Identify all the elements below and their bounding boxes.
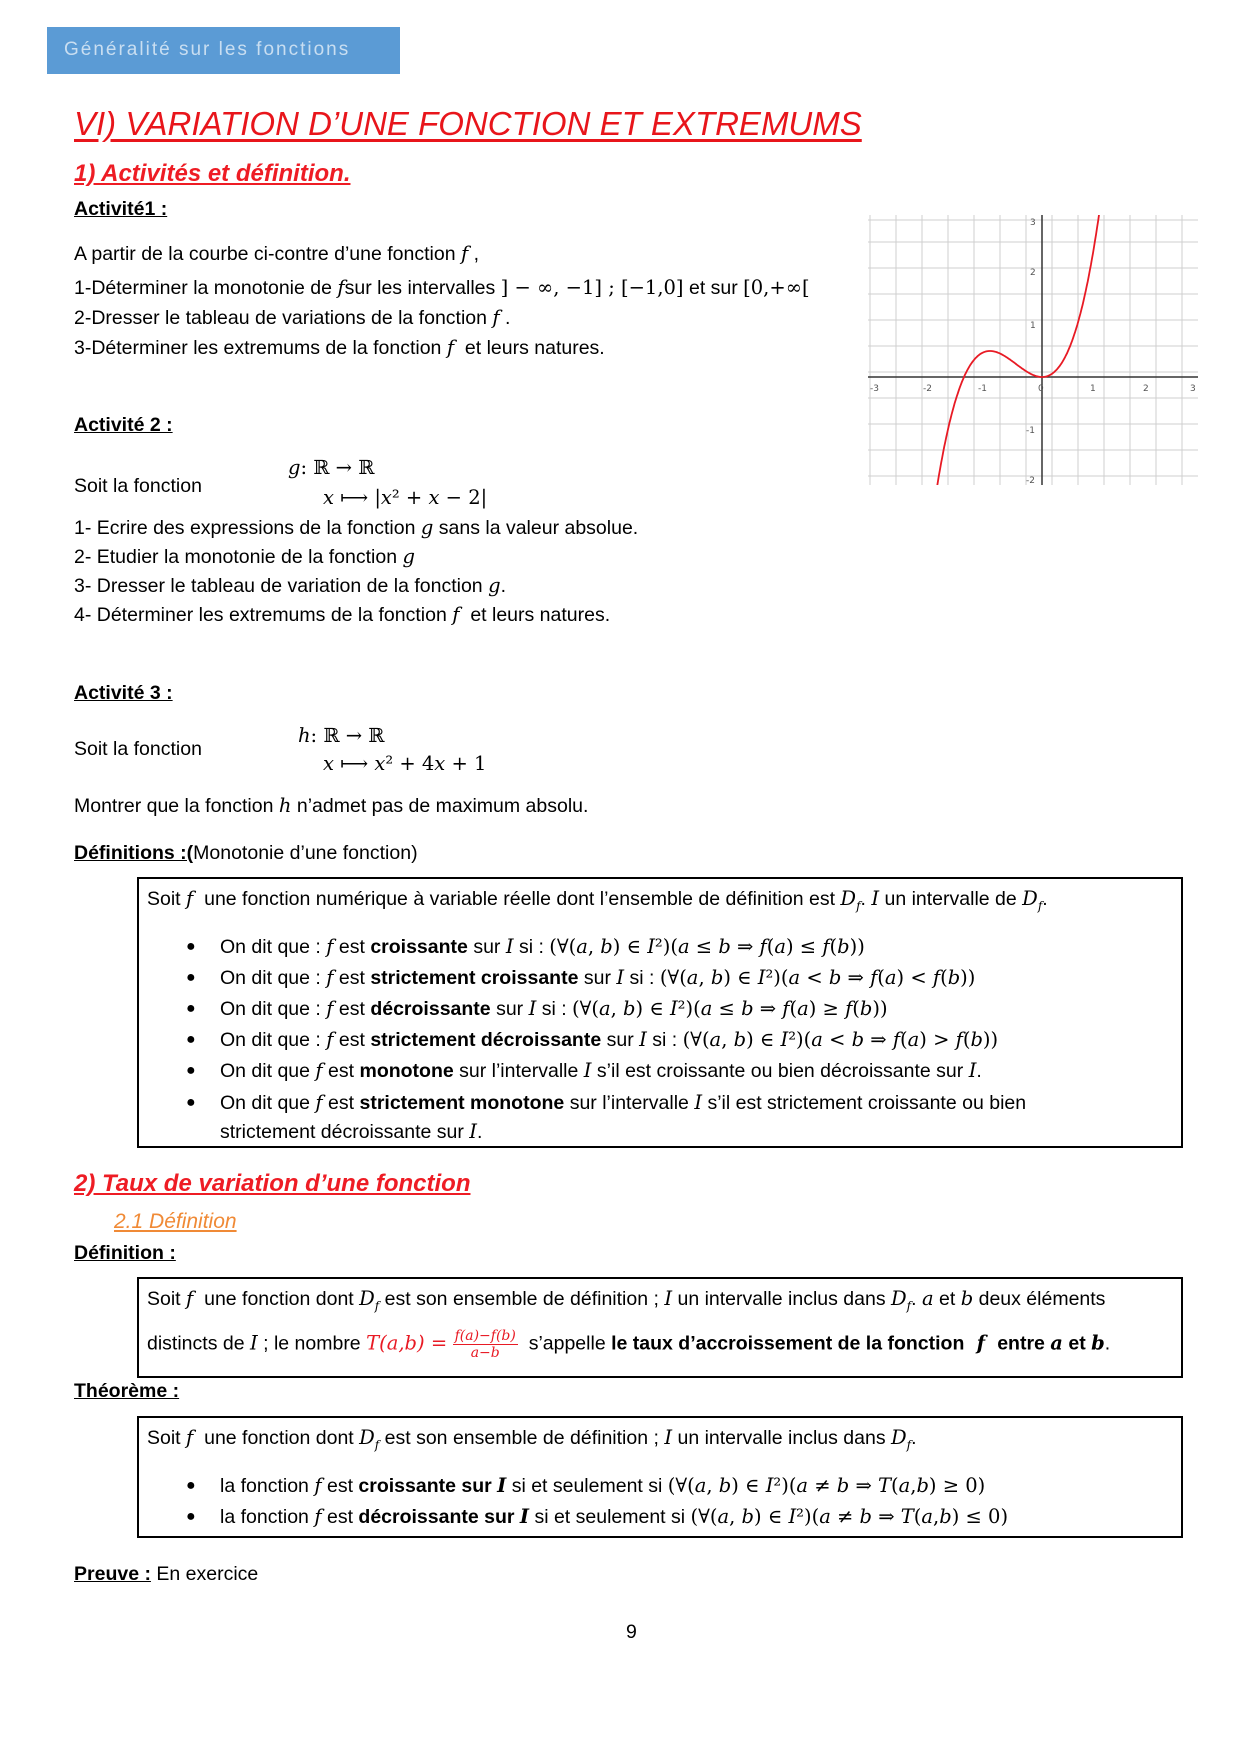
activite1-q3: 3-Déterminer les extremums de la fonction f et leurs natures. xyxy=(74,336,605,359)
page-number: 9 xyxy=(626,1621,637,1643)
x-tick: 0 xyxy=(1038,384,1044,394)
y-tick: -1 xyxy=(1026,426,1035,436)
preuve: Preuve : En exercice xyxy=(74,1563,259,1585)
x-tick: -3 xyxy=(870,384,879,394)
section2-subheading: 2.1 Définition xyxy=(114,1210,237,1233)
activite3-soit: Soit la fonction xyxy=(74,738,202,760)
taux-fraction: $\frac{\text{𝑓(𝑎)−𝑓(𝑏)}}{\text{𝑎−𝑏}}$ xyxy=(454,1328,516,1361)
def-item-monotone: On dit que f est monotone sur l’intervalle I s’il est croissante ou bien décroissante sur I. xyxy=(220,1059,982,1082)
graph-curve xyxy=(933,215,1099,485)
bullet: ● xyxy=(186,1000,196,1017)
activite1-intro: A partir de la courbe ci-contre d’une fonction f , xyxy=(74,242,480,265)
bullet: ● xyxy=(186,1062,196,1079)
y-tick: 2 xyxy=(1030,268,1036,278)
y-tick: 1 xyxy=(1030,321,1036,331)
activite2-q2: 2- Etudier la monotonie de la fonction g xyxy=(74,545,415,568)
graph-grid xyxy=(868,215,1198,485)
x-tick: -1 xyxy=(978,384,987,394)
bullet: ● xyxy=(186,1094,196,1111)
theoreme-label: Théorème : xyxy=(74,1380,180,1402)
header-tab xyxy=(47,27,400,74)
y-tick: 3 xyxy=(1030,218,1036,228)
def-item-2: On dit que : f est strictement croissante sur I si : (∀(𝑎, 𝑏) ∈ 𝐼²)(𝑎 < 𝑏 ⇒ 𝑓(𝑎) < 𝑓(𝑏)) xyxy=(220,966,976,989)
activite2-q4: 4- Déterminer les extremums de la fonction f et leurs natures. xyxy=(74,603,611,626)
activite2-map2: 𝑥 ⟼ |𝑥² + 𝑥 − 2| xyxy=(323,486,488,509)
section2-heading: 2) Taux de variation d’une fonction xyxy=(74,1170,471,1197)
bullet: ● xyxy=(186,1477,196,1494)
bullet: ● xyxy=(186,969,196,986)
section1-heading: 1) Activités et définition. xyxy=(74,160,351,187)
function-graph xyxy=(868,215,1198,485)
def-item-3: On dit que : f est décroissante sur I si : (∀(𝑎, 𝑏) ∈ 𝐼²)(𝑎 ≤ 𝑏 ⇒ 𝑓(𝑎) ≥ 𝑓(𝑏)) xyxy=(220,997,888,1020)
activite2-q3: 3- Dresser le tableau de variation de la fonction g. xyxy=(74,574,506,597)
x-tick: 2 xyxy=(1143,384,1149,394)
activite3-map1: ℎ: ℝ → ℝ xyxy=(298,724,385,747)
x-tick: 1 xyxy=(1090,384,1096,394)
main-title: VI) VARIATION D’UNE FONCTION ET EXTREMUMS xyxy=(74,105,862,142)
x-tick: 3 xyxy=(1190,384,1196,394)
activite3-question: Montrer que la fonction h n’admet pas de maximum absolu. xyxy=(74,794,589,817)
activite2-map1: 𝑔: ℝ → ℝ xyxy=(288,456,375,479)
definition2-line2: distincts de I ; le nombre 𝑇(𝑎,𝑏) = $\frac{\text{𝑓(𝑎)−𝑓(𝑏)}}{\text{𝑎−𝑏}}$ s’appelle le taux d’accroissement de la fonction f entre a et b. xyxy=(147,1328,1111,1361)
activite1-q1: 1-Déterminer la monotonie de fsur les intervalles ] − ∞, −1] ; [−1,0] et sur [0,+∞[ xyxy=(74,276,810,299)
def-item-1: On dit que : f est croissante sur I si : (∀(𝑎, 𝑏) ∈ 𝐼²)(𝑎 ≤ 𝑏 ⇒ 𝑓(𝑎) ≤ 𝑓(𝑏)) xyxy=(220,935,865,958)
definitions-intro: Soit f une fonction numérique à variable réelle dont l’ensemble de définition est $D_f$. I un intervalle de $D_f$. xyxy=(147,887,1048,913)
activite3-label: Activité 3 : xyxy=(74,682,173,704)
def-item-4: On dit que : f est strictement décroissante sur I si : (∀(𝑎, 𝑏) ∈ 𝐼²)(𝑎 < 𝑏 ⇒ 𝑓(𝑎) > 𝑓(𝑏)) xyxy=(220,1028,999,1051)
activite3-map2: 𝑥 ⟼ 𝑥² + 4𝑥 + 1 xyxy=(323,752,487,775)
bullet: ● xyxy=(186,938,196,955)
taux-formula: 𝑇(𝑎,𝑏) = xyxy=(366,1331,448,1355)
activite2-q1: 1- Ecrire des expressions de la fonction g sans la valeur absolue. xyxy=(74,516,639,539)
activite1-label: Activité1 : xyxy=(74,198,168,220)
theoreme-line1: Soit f une fonction dont $D_f$ est son ensemble de définition ; I un intervalle inclus dans $D_f$. xyxy=(147,1426,917,1452)
theoreme-item-2: la fonction f est décroissante sur I si et seulement si (∀(𝑎, 𝑏) ∈ 𝐼²)(𝑎 ≠ 𝑏 ⇒ 𝑇(𝑎,𝑏) ≤ 0) xyxy=(220,1505,1009,1528)
activite1-q2: 2-Dresser le tableau de variations de la fonction f . xyxy=(74,306,511,329)
bullet: ● xyxy=(186,1508,196,1525)
definition2-line1: Soit f une fonction dont $D_f$ est son ensemble de définition ; I un intervalle inclus dans $D_f$. a et b deux éléments xyxy=(147,1287,1106,1313)
definitions-heading: Définitions :(Monotonie d’une fonction) xyxy=(74,842,418,864)
x-tick: -2 xyxy=(923,384,932,394)
def-item-strict-monotone: On dit que f est strictement monotone sur l’intervalle I s’il est strictement croissante ou bien xyxy=(220,1091,1027,1114)
definition2-label: Définition : xyxy=(74,1242,176,1264)
bullet: ● xyxy=(186,1031,196,1048)
theoreme-item-1: la fonction f est croissante sur I si et seulement si (∀(𝑎, 𝑏) ∈ 𝐼²)(𝑎 ≠ 𝑏 ⇒ 𝑇(𝑎,𝑏) ≥ 0) xyxy=(220,1474,986,1497)
activite2-soit: Soit la fonction xyxy=(74,475,202,497)
activite2-label: Activité 2 : xyxy=(74,414,173,436)
header-title: Généralité sur les fonctions xyxy=(64,39,351,60)
def-item-strict-monotone-cont: strictement décroissante sur I. xyxy=(220,1120,483,1143)
y-tick: -2 xyxy=(1026,476,1035,485)
